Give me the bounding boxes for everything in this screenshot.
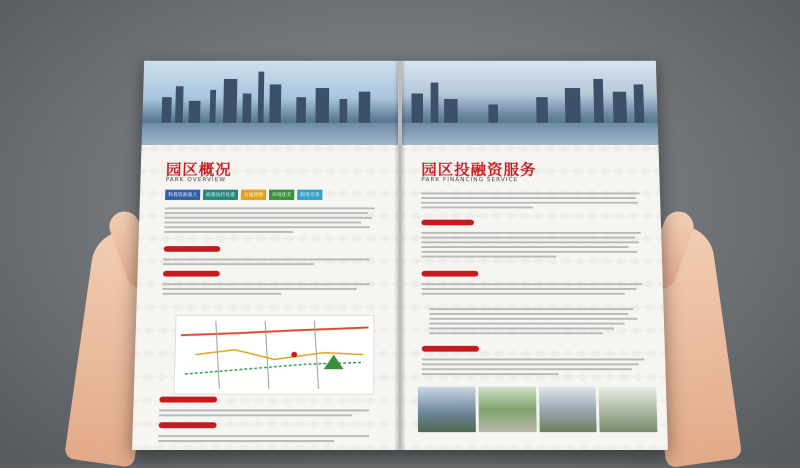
right-list-text bbox=[429, 305, 646, 337]
left-section-text-1 bbox=[163, 256, 378, 268]
park-photo-strip bbox=[418, 387, 658, 432]
right-page-title: 园区投融资服务 bbox=[421, 160, 537, 179]
left-page-subtitle: PARK OVERVIEW bbox=[165, 176, 227, 184]
right-page-subtitle: PARK FINANCING SERVICE bbox=[421, 176, 519, 184]
tag-education: 科教资源强大 bbox=[165, 190, 200, 200]
park-photo-4 bbox=[599, 387, 658, 432]
left-section-bar-3 bbox=[159, 397, 217, 403]
left-section-bar-1 bbox=[164, 246, 221, 252]
park-photo-1 bbox=[418, 387, 476, 432]
brochure-spine bbox=[394, 61, 406, 450]
feature-tags bbox=[165, 190, 322, 200]
right-section-bar-1 bbox=[421, 220, 474, 226]
right-section-text-2 bbox=[422, 280, 648, 297]
left-page-title: 园区概况 bbox=[165, 160, 232, 179]
left-section-text-3 bbox=[159, 406, 378, 419]
right-intro-text bbox=[421, 190, 645, 212]
park-photo-2 bbox=[478, 387, 536, 432]
left-section-text-2 bbox=[162, 280, 378, 297]
right-section-text-3 bbox=[422, 356, 650, 378]
park-photo-3 bbox=[538, 387, 596, 432]
left-section-text-4 bbox=[158, 432, 378, 445]
brochure bbox=[132, 61, 668, 450]
right-page bbox=[402, 61, 668, 450]
right-section-bar-3 bbox=[422, 346, 479, 352]
tag-service: 服务完善 bbox=[297, 190, 322, 200]
left-section-bar-2 bbox=[163, 271, 220, 277]
left-page bbox=[132, 61, 398, 450]
left-skyline-photo bbox=[142, 61, 399, 145]
left-section-bar-4 bbox=[159, 422, 217, 428]
right-section-text-1 bbox=[421, 229, 646, 260]
tag-environment: 环境优美 bbox=[269, 190, 294, 200]
left-intro-text bbox=[164, 205, 379, 236]
location-map bbox=[173, 315, 374, 395]
tag-policy: 政策扶持优惠 bbox=[203, 190, 238, 200]
tag-transport: 交通便捷 bbox=[241, 190, 266, 200]
right-skyline-photo bbox=[402, 61, 659, 145]
right-section-bar-2 bbox=[422, 271, 479, 277]
